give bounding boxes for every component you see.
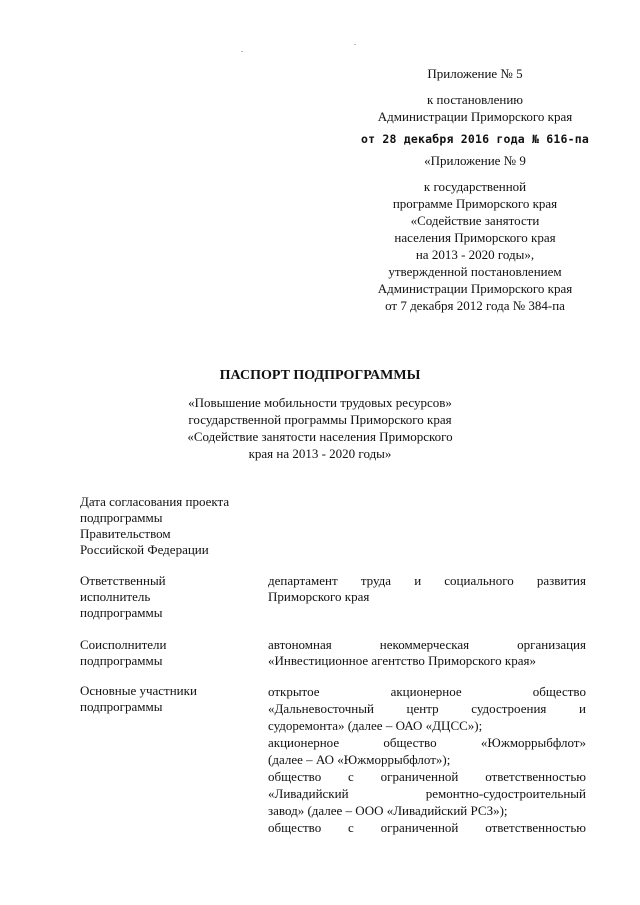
label-line: Российской Федерации [80,542,209,557]
label-line: подпрограммы [80,605,163,620]
row-value-responsible-executor [268,573,586,605]
subtitle-line: государственной программы Приморского края [188,412,452,427]
label-line: подпрограммы [80,699,163,714]
header-line: на 2013 - 2020 годы», [415,247,535,262]
row-label-main-participants [80,683,260,715]
label-line: Ответственный [80,573,166,588]
row-label-approval-date [80,494,260,558]
subtitle-line: «Повышение мобильности трудовых ресурсов» [188,395,452,410]
value-line: Приморского края [268,589,370,604]
value-line: «Ливадийский ремонтно-судостроительный [268,786,586,801]
page-title: ПАСПОРТ ПОДПРОГРАММЫ [219,368,421,383]
header-line: Приложение № 5 [427,66,523,81]
row-value-co-executors [268,637,586,669]
value-line: «Дальневосточный центр судостроения и [268,701,586,716]
subtitle-line: края на 2013 - 2020 годы» [248,446,392,461]
signing-date-stamp: от 28 декабря 2016 года № 616-па [361,132,589,146]
row-label-co-executors [80,637,260,669]
header-line: к государственной [423,179,527,194]
header-line: к постановлению [426,92,524,107]
value-line: «Инвестиционное агентство Приморского края» [268,653,536,668]
value-line: акционерное общество «Южморрыбфлот» [268,735,586,750]
label-line: подпрограммы [80,653,163,668]
header-line: от 7 декабря 2012 года № 384-па [385,298,565,313]
label-line: Дата согласования проекта [80,494,230,509]
value-line: открытое акционерное общество [268,684,586,699]
label-line: Основные участники [80,683,197,698]
value-line: завод» (далее – ООО «Ливадийский РСЗ»); [268,803,508,818]
header-line: Администрации Приморского края [377,281,573,296]
header-line: населения Приморского края [394,230,556,245]
scan-speck [354,44,356,45]
header-line: программе Приморского края [392,196,558,211]
row-label-responsible-executor [80,573,260,621]
scan-speck [241,51,243,52]
value-line: автономная некоммерческая организация [268,637,586,652]
header-line: «Содействие занятости [410,213,540,228]
label-line: Правительством [80,526,171,541]
header-line: Администрации Приморского края [377,109,573,124]
value-line: общество с ограниченной ответственностью [268,769,586,784]
label-line: исполнитель [80,589,151,604]
value-line: (далее – АО «Южморрыбфлот»); [268,752,451,767]
row-value-main-participants [268,683,586,836]
label-line: подпрограммы [80,510,163,525]
header-line: утвержденной постановлением [388,264,562,279]
value-line: судоремонта» (далее – ОАО «ДЦСС»); [268,718,483,733]
subtitle-line: «Содействие занятости населения Приморского [187,429,453,444]
label-line: Соисполнители [80,637,167,652]
header-line: «Приложение № 9 [424,153,526,168]
value-line: общество с ограниченной ответственностью [268,820,586,835]
value-line: департамент труда и социального развития [268,573,586,588]
